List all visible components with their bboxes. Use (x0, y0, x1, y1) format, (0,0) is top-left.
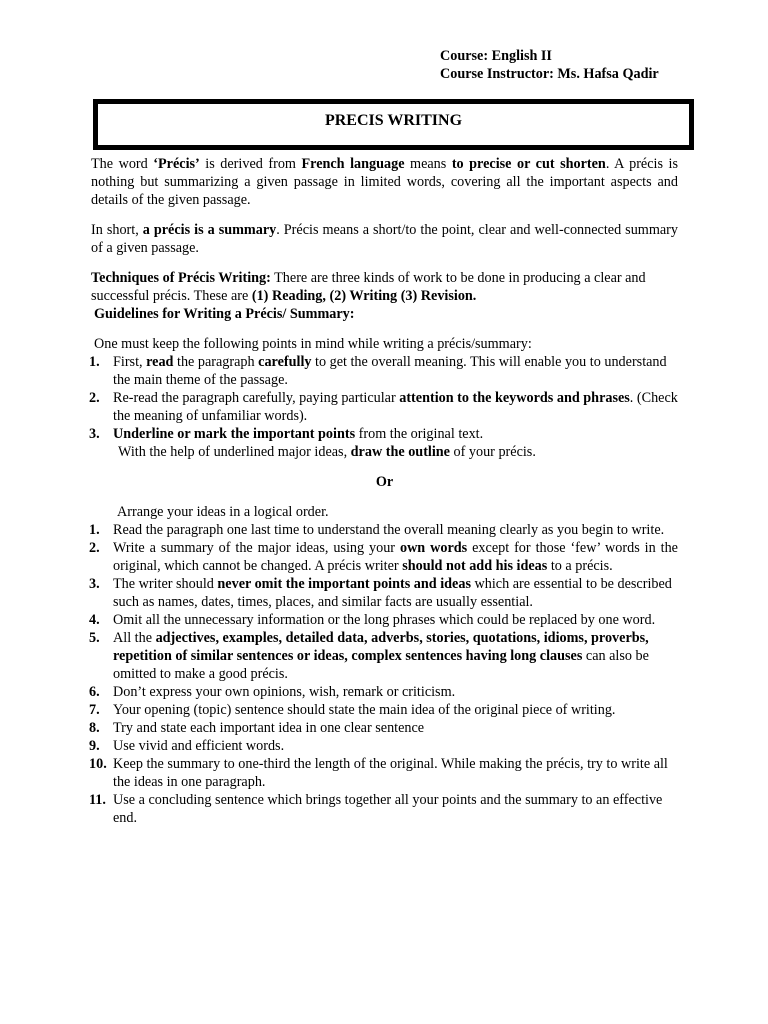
list-item: 3. Underline or mark the important points from the original text. With the help of underlined major ideas, draw the outline of your précis. (89, 426, 536, 460)
guidelines-heading: Guidelines for Writing a Précis/ Summary: (94, 306, 355, 322)
arrange-text: Arrange your ideas in a logical order. (117, 504, 329, 520)
list-item: 9. Use vivid and efficient words. (89, 738, 285, 754)
list-item: 1. Read the paragraph one last time to understand the overall meaning clearly as you begin to write. (89, 522, 665, 538)
course-header (440, 47, 659, 83)
keep-points-text: One must keep the following points in mind while writing a précis/summary: (94, 336, 532, 352)
list-item: 2. Re-read the paragraph carefully, paying particular attention to the keywords and phrases. (Check the meaning of unfamiliar words). (89, 390, 678, 424)
reading-steps-list (91, 353, 678, 461)
page-title: PRECIS WRITING (324, 112, 463, 129)
document-body (91, 155, 678, 827)
title-box (93, 99, 694, 150)
list-item: 2. Write a summary of the major ideas, using your own words except for those ‘few’ words in the original, which cannot be changed. A précis writer should not add his ideas to a précis. (89, 540, 678, 574)
writing-steps-list (91, 521, 678, 827)
course-instructor: Course Instructor: Ms. Hafsa Qadir (440, 66, 659, 82)
list-item: 7. Your opening (topic) sentence should state the main idea of the original piece of writing. (89, 702, 616, 718)
summary-paragraph: In short, a précis is a summary. Précis means a short/to the point, clear and well-connected summary of a given passage. (91, 222, 678, 256)
list-item: 5. All the adjectives, examples, detailed data, adverbs, stories, quotations, idioms, proverbs, repetition of similar sentences or ideas, complex sentences having long clauses can also be omitted to make a good précis. (89, 630, 649, 682)
list-item: 6. Don’t express your own opinions, wish, remark or criticism. (89, 684, 456, 700)
list-item: 1. First, read the paragraph carefully to get the overall meaning. This will enable you to understand the main theme of the passage. (89, 354, 667, 388)
list-item: 10. Keep the summary to one-third the length of the original. While making the précis, try to write all the ideas in one paragraph. (89, 756, 668, 790)
or-divider: Or (375, 474, 394, 490)
list-item: 4. Omit all the unnecessary information or the long phrases which could be replaced by one word. (89, 612, 656, 628)
list-item: 3. The writer should never omit the important points and ideas which are essential to be described such as names, dates, times, places, and similar facts are usually essential. (89, 576, 672, 610)
intro-paragraph: The word ‘Précis’ is derived from French language means to precise or cut shorten. A précis is nothing but summarizing a given passage in limited words, covering all the important aspects and details of the given passage. (91, 156, 678, 208)
techniques-paragraph: Techniques of Précis Writing: There are three kinds of work to be done in producing a clear and successful précis. These are (1) Reading, (2) Writing (3) Revision. (91, 270, 646, 304)
list-item: 8. Try and state each important idea in one clear sentence (89, 720, 425, 736)
list-item: 11. Use a concluding sentence which brings together all your points and the summary to an effective end. (89, 792, 663, 826)
course-name: Course: English II (440, 48, 552, 64)
